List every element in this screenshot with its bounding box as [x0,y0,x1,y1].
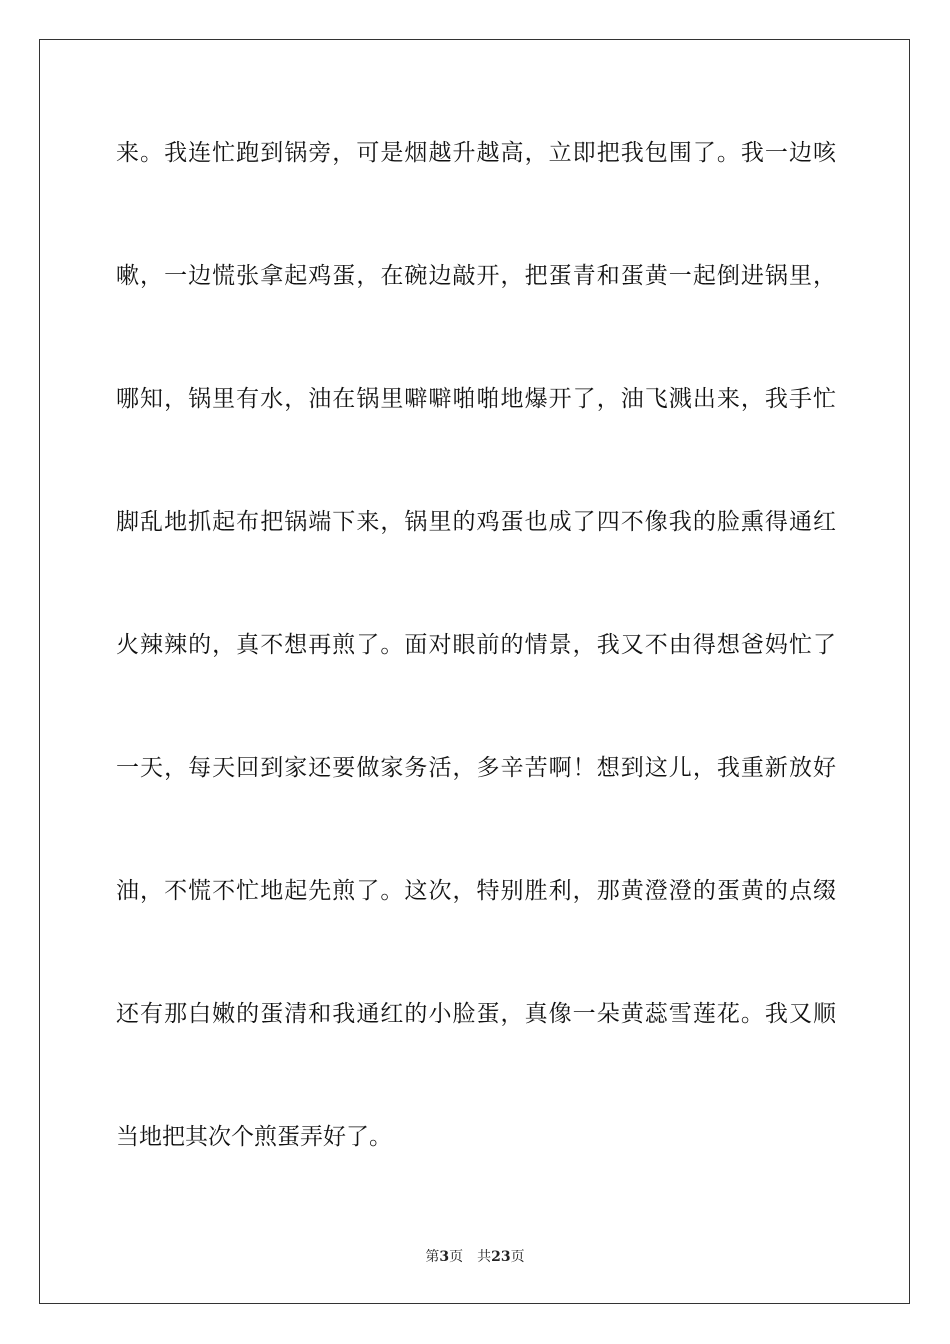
footer-total-prefix: 共 [477,1249,492,1265]
text-line-5: 火辣辣的，真不想再煎了。面对眼前的情景，我又不由得想爸妈忙了 [116,632,836,658]
text-line-8: 还有那白嫩的蛋清和我通红的小脸蛋，真像一朵黄蕊雪莲花。我又顺 [116,1001,836,1027]
document-body [116,126,836,1233]
footer-page-unit: 页 [449,1249,464,1265]
text-line-6: 一天，每天回到家还要做家务活，多辛苦啊！想到这儿，我重新放好 [116,755,836,781]
text-line-2: 嗽，一边慌张拿起鸡蛋，在碗边敲开，把蛋青和蛋黄一起倒进锅里， [116,263,836,289]
text-line-3: 哪知，锅里有水，油在锅里噼噼啪啪地爆开了，油飞溅出来，我手忙 [116,386,836,412]
footer-current-page: 3 [439,1249,450,1265]
footer-prefix: 第 [425,1249,440,1265]
footer-total-unit: 页 [510,1249,525,1265]
footer-total-pages: 23 [491,1249,511,1265]
text-line-1: 来。我连忙跑到锅旁，可是烟越升越高，立即把我包围了。我一边咳 [116,140,836,166]
text-line-7: 油，不慌不忙地起先煎了。这次，特别胜利，那黄澄澄的蛋黄的点缀 [116,878,836,904]
text-line-4: 脚乱地抓起布把锅端下来，锅里的鸡蛋也成了四不像我的脸熏得通红 [116,509,836,535]
page-footer [0,1246,950,1266]
text-line-9: 当地把其次个煎蛋弄好了。 [116,1124,392,1150]
